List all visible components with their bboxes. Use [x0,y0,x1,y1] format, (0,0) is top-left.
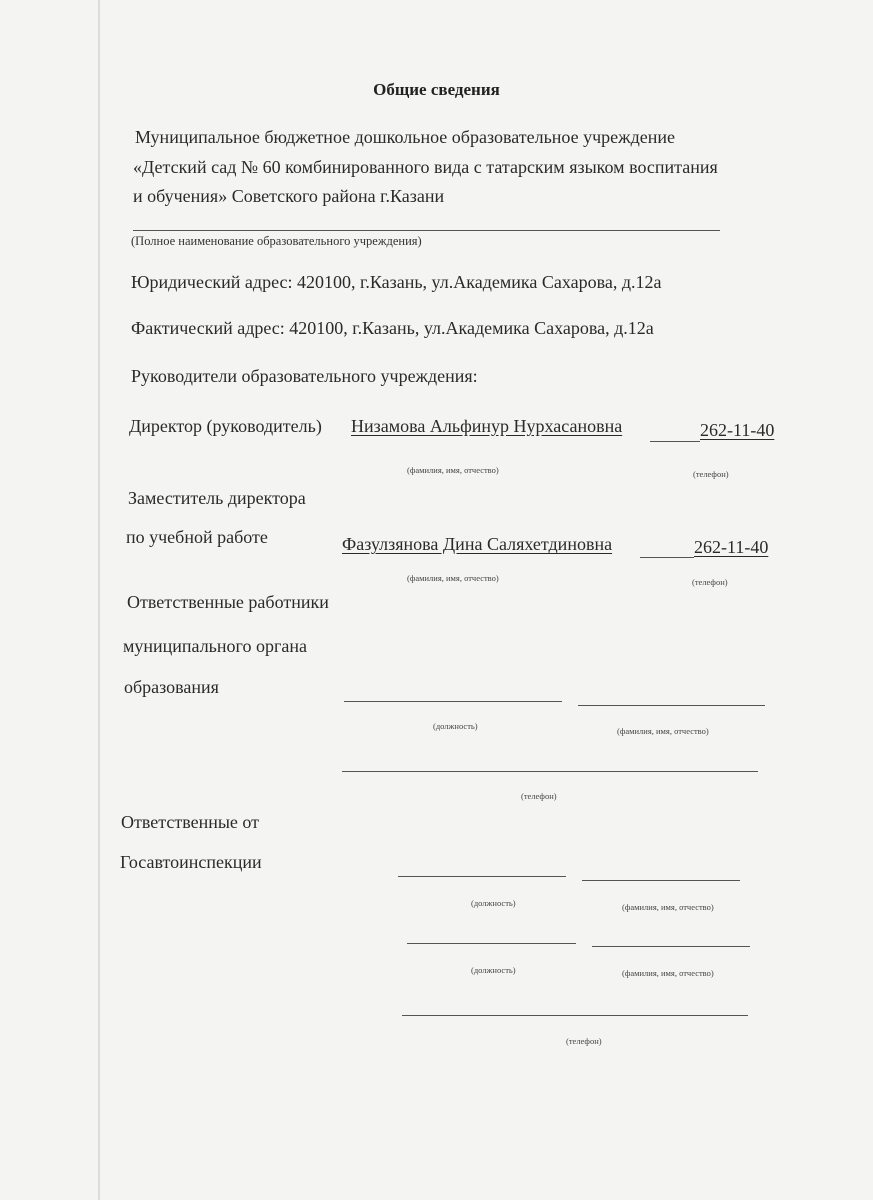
director-phone: 262-11-40 [700,420,775,440]
deputy-phone-caption: (телефон) [692,577,728,587]
traffic-label-line-1: Ответственные от [121,812,260,832]
institution-name-caption: (Полное наименование образовательного учреждения) [131,234,422,248]
traffic-position-caption-2: (должность) [471,965,516,975]
document-title: Общие сведения [373,80,500,99]
traffic-label-line-2: Госавтоинспекции [120,852,262,872]
traffic-position-caption-1: (должность) [471,898,516,908]
municipal-label-line-2: муниципального органа [123,636,307,656]
traffic-name-line-2 [592,946,750,947]
page-fold-edge [98,0,100,1200]
deputy-phone: 262-11-40 [694,537,769,557]
traffic-position-line-2 [407,943,576,944]
institution-name-line-3: и обучения» Советского района г.Казани [133,186,445,206]
traffic-name-line-1 [582,880,740,881]
traffic-name-caption-1: (фамилия, имя, отчество) [622,902,714,912]
institution-name-line-2: «Детский сад № 60 комбинированного вида с татарским языком воспитания [133,157,718,177]
municipal-label-line-1: Ответственные работники [127,592,329,612]
deputy-label-line-1: Заместитель директора [128,488,306,508]
actual-address: Фактический адрес: 420100, г.Казань, ул.Академика Сахарова, д.12а [131,318,654,338]
deputy-name-caption: (фамилия, имя, отчество) [407,573,499,583]
legal-address: Юридический адрес: 420100, г.Казань, ул.Академика Сахарова, д.12а [131,272,662,292]
municipal-name-line [578,705,765,706]
traffic-phone-caption: (телефон) [566,1036,602,1046]
municipal-position-line [344,701,562,702]
director-underline-gap [650,441,700,442]
deputy-underline-gap [640,557,694,558]
traffic-position-line-1 [398,876,566,877]
municipal-position-caption: (должность) [433,721,478,731]
traffic-name-caption-2: (фамилия, имя, отчество) [622,968,714,978]
municipal-name-caption: (фамилия, имя, отчество) [617,726,709,736]
director-name-caption: (фамилия, имя, отчество) [407,465,499,475]
director-label: Директор (руководитель) [129,416,322,436]
heads-label: Руководители образовательного учреждения: [131,366,478,386]
director-name: Низамова Альфинур Нурхасановна [351,416,623,436]
municipal-phone-caption: (телефон) [521,791,557,801]
municipal-phone-line [342,771,758,772]
director-phone-caption: (телефон) [693,469,729,479]
municipal-label-line-3: образования [124,677,219,697]
deputy-name: Фазулзянова Дина Саляхетдиновна [342,534,613,554]
traffic-phone-line [402,1015,748,1016]
deputy-label-line-2: по учебной работе [126,527,268,547]
institution-name-line-1: Муниципальное бюджетное дошкольное образовательное учреждение [135,127,675,147]
institution-name-underline [133,230,720,231]
